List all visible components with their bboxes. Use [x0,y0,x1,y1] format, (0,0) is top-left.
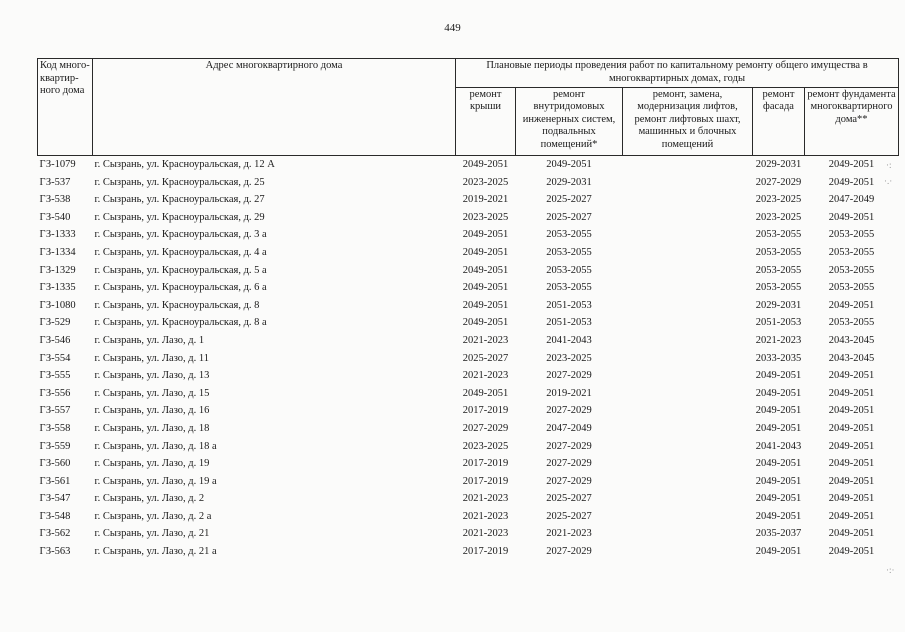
cell-roof: 2049-2051 [462,317,509,329]
header-code: Код много-квартир-ного дома [38,59,93,156]
cell-foundation: 2049-2051 [828,370,875,382]
cell-code: ГЗ-1080 [39,299,76,311]
cell-code: ГЗ-529 [39,317,71,329]
table-row [38,244,899,262]
cell-roof: 2049-2051 [462,246,509,258]
cell-foundation: 2049-2051 [828,211,875,223]
cell-facade: 2049-2051 [755,422,802,434]
scan-speck: ·.· [884,176,893,186]
cell-code: ГЗ-558 [39,422,71,434]
table-row [38,420,899,438]
table-row [38,191,899,209]
cell-facade: 2023-2025 [755,211,802,223]
header-systems: ремонт внутридомовых инженерных систем, подвальных помещений* [516,87,623,155]
cell-elevators [623,508,753,526]
cell-elevators [623,473,753,491]
table-row [38,226,899,244]
cell-elevators [623,455,753,473]
cell-elevators [623,402,753,420]
cell-foundation: 2043-2045 [828,352,875,364]
cell-roof: 2049-2051 [462,229,509,241]
cell-elevators [623,490,753,508]
cell-facade: 2041-2043 [755,440,802,452]
cell-address: г. Сызрань, ул. Лазо, д. 2 а [94,510,212,522]
header-elevators: ремонт, замена, модернизация лифтов, ремонт лифтовых шахт, машинных и блочных помещений [623,87,753,155]
cell-systems: 2019-2021 [546,387,592,399]
cell-elevators [623,297,753,315]
cell-systems: 2023-2025 [546,352,592,364]
cell-code: ГЗ-1335 [39,282,76,294]
cell-code: ГЗ-1079 [39,159,76,170]
cell-facade: 2035-2037 [755,528,802,540]
cell-elevators [623,174,753,192]
cell-address: г. Сызрань, ул. Красноуральская, д. 3 а [94,229,267,241]
scan-speck: ·:· [886,565,895,575]
cell-roof: 2027-2029 [462,422,509,434]
cell-facade: 2049-2051 [755,370,802,382]
cell-address: г. Сызрань, ул. Лазо, д. 21 а [94,546,217,558]
cell-facade: 2049-2051 [755,493,802,505]
cell-roof: 2021-2023 [462,334,509,346]
cell-address: г. Сызрань, ул. Лазо, д. 18 а [94,440,217,452]
cell-foundation: 2053-2055 [828,246,875,258]
cell-roof: 2049-2051 [462,264,509,276]
table-row [38,473,899,491]
cell-roof: 2017-2019 [462,405,509,417]
cell-roof: 2025-2027 [462,352,509,364]
cell-facade: 2049-2051 [755,475,802,487]
cell-code: ГЗ-546 [39,334,71,346]
cell-address: г. Сызрань, ул. Красноуральская, д. 4 а [94,246,267,258]
cell-code: ГЗ-557 [39,405,71,417]
cell-systems: 2053-2055 [546,229,592,241]
cell-systems: 2053-2055 [546,264,592,276]
cell-address: г. Сызрань, ул. Лазо, д. 21 [94,528,210,540]
cell-foundation: 2049-2051 [828,475,875,487]
cell-foundation: 2049-2051 [828,299,875,311]
cell-systems: 2029-2031 [546,176,592,188]
scan-speck: ·: [886,160,892,170]
cell-foundation: 2049-2051 [828,493,875,505]
cell-foundation: 2049-2051 [828,510,875,522]
cell-systems: 2051-2053 [546,299,592,311]
cell-code: ГЗ-540 [39,211,71,223]
table-row [38,314,899,332]
cell-facade: 2053-2055 [755,246,802,258]
cell-systems: 2027-2029 [546,458,592,470]
cell-elevators [623,262,753,280]
cell-foundation: 2049-2051 [828,405,875,417]
cell-address: г. Сызрань, ул. Красноуральская, д. 12 А [94,159,275,170]
table-row [38,385,899,403]
cell-roof: 2017-2019 [462,475,509,487]
cell-systems: 2025-2027 [546,493,592,505]
cell-foundation: 2049-2051 [828,440,875,452]
cell-elevators [623,438,753,456]
cell-elevators [623,226,753,244]
table-row [38,525,899,543]
table-row [38,490,899,508]
cell-systems: 2027-2029 [546,440,592,452]
table-row [38,402,899,420]
table-row [38,174,899,192]
cell-facade: 2027-2029 [755,176,802,188]
cell-address: г. Сызрань, ул. Лазо, д. 11 [94,352,209,364]
cell-facade: 2049-2051 [755,405,802,417]
cell-foundation: 2049-2051 [828,458,875,470]
cell-elevators [623,244,753,262]
cell-systems: 2047-2049 [546,422,592,434]
cell-address: г. Сызрань, ул. Красноуральская, д. 6 а [94,282,267,294]
cell-address: г. Сызрань, ул. Лазо, д. 18 [94,422,210,434]
cell-code: ГЗ-537 [39,176,71,188]
table-row [38,508,899,526]
table-row [38,455,899,473]
cell-elevators [623,385,753,403]
header-facade: ремонт фасада [753,87,805,155]
cell-address: г. Сызрань, ул. Лазо, д. 15 [94,387,210,399]
cell-foundation: 2049-2051 [828,387,875,399]
cell-facade: 2053-2055 [755,282,802,294]
cell-address: г. Сызрань, ул. Красноуральская, д. 5 а [94,264,267,276]
cell-code: ГЗ-563 [39,546,71,558]
cell-address: г. Сызрань, ул. Красноуральская, д. 8 а [94,317,267,329]
cell-address: г. Сызрань, ул. Лазо, д. 19 а [94,475,217,487]
table-row [38,350,899,368]
cell-systems: 2025-2027 [546,194,592,206]
cell-foundation: 2047-2049 [828,194,875,206]
cell-code: ГЗ-559 [39,440,71,452]
cell-elevators [623,367,753,385]
table-row [38,279,899,297]
header-address: Адрес многоквартирного дома [93,59,456,156]
cell-address: г. Сызрань, ул. Лазо, д. 19 [94,458,210,470]
cell-systems: 2027-2029 [546,370,592,382]
cell-roof: 2021-2023 [462,370,509,382]
cell-roof: 2021-2023 [462,510,509,522]
cell-systems: 2027-2029 [546,546,592,558]
cell-foundation: 2043-2045 [828,334,875,346]
cell-elevators [623,191,753,209]
cell-foundation: 2049-2051 [828,159,875,170]
cell-roof: 2017-2019 [462,458,509,470]
cell-facade: 2049-2051 [755,510,802,522]
header-foundation: ремонт фундамента многоквартирного дома** [805,87,899,155]
page-number: 449 [444,22,461,34]
cell-systems: 2041-2043 [546,334,592,346]
table-row [38,209,899,227]
cell-roof: 2019-2021 [462,194,509,206]
header-periods: Плановые периоды проведения работ по капитальному ремонту общего имущества в многоквартирных домах, годы [456,59,899,88]
cell-systems: 2025-2027 [546,510,592,522]
cell-address: г. Сызрань, ул. Лазо, д. 2 [94,493,205,505]
cell-code: ГЗ-554 [39,352,71,364]
cell-elevators [623,314,753,332]
cell-foundation: 2049-2051 [828,546,875,558]
cell-systems: 2053-2055 [546,246,592,258]
cell-systems: 2027-2029 [546,405,592,417]
cell-code: ГЗ-548 [39,510,71,522]
capital-repair-table [37,58,899,561]
cell-facade: 2051-2053 [755,317,802,329]
cell-systems: 2053-2055 [546,282,592,294]
cell-code: ГЗ-538 [39,194,71,206]
cell-foundation: 2049-2051 [828,422,875,434]
cell-roof: 2049-2051 [462,282,509,294]
cell-facade: 2049-2051 [755,387,802,399]
cell-roof: 2023-2025 [462,440,509,452]
cell-code: ГЗ-555 [39,370,71,382]
cell-roof: 2049-2051 [462,387,509,399]
cell-code: ГЗ-1329 [39,264,76,276]
table-row [38,543,899,561]
table-row [38,332,899,350]
cell-systems: 2021-2023 [546,528,592,540]
cell-foundation: 2049-2051 [828,528,875,540]
cell-facade: 2049-2051 [755,546,802,558]
cell-systems: 2051-2053 [546,317,592,329]
cell-facade: 2023-2025 [755,194,802,206]
cell-foundation: 2049-2051 [828,176,875,188]
cell-address: г. Сызрань, ул. Лазо, д. 1 [94,334,205,346]
cell-facade: 2053-2055 [755,264,802,276]
cell-elevators [623,543,753,561]
cell-systems: 2025-2027 [546,211,592,223]
header-roof: ремонт крыши [456,87,516,155]
cell-systems: 2049-2051 [546,159,592,170]
cell-facade: 2029-2031 [755,159,802,170]
cell-elevators [623,156,753,174]
table-row [38,262,899,280]
cell-roof: 2023-2025 [462,211,509,223]
cell-elevators [623,350,753,368]
cell-roof: 2021-2023 [462,493,509,505]
cell-facade: 2021-2023 [755,334,802,346]
cell-code: ГЗ-561 [39,475,71,487]
table-row [38,367,899,385]
cell-address: г. Сызрань, ул. Лазо, д. 16 [94,405,210,417]
cell-roof: 2049-2051 [462,159,509,170]
cell-elevators [623,279,753,297]
cell-code: ГЗ-547 [39,493,71,505]
cell-address: г. Сызрань, ул. Красноуральская, д. 25 [94,176,265,188]
table-row [38,438,899,456]
cell-address: г. Сызрань, ул. Красноуральская, д. 29 [94,211,265,223]
cell-foundation: 2053-2055 [828,264,875,276]
cell-foundation: 2053-2055 [828,282,875,294]
cell-foundation: 2053-2055 [828,229,875,241]
table-row [38,156,899,174]
cell-facade: 2049-2051 [755,458,802,470]
cell-facade: 2029-2031 [755,299,802,311]
cell-facade: 2033-2035 [755,352,802,364]
cell-address: г. Сызрань, ул. Лазо, д. 13 [94,370,210,382]
cell-systems: 2027-2029 [546,475,592,487]
table-body [38,156,899,561]
cell-elevators [623,209,753,227]
cell-code: ГЗ-560 [39,458,71,470]
cell-code: ГЗ-556 [39,387,71,399]
cell-foundation: 2053-2055 [828,317,875,329]
cell-roof: 2021-2023 [462,528,509,540]
cell-address: г. Сызрань, ул. Красноуральская, д. 27 [94,194,265,206]
cell-elevators [623,332,753,350]
cell-code: ГЗ-562 [39,528,71,540]
cell-code: ГЗ-1333 [39,229,76,241]
cell-facade: 2053-2055 [755,229,802,241]
cell-roof: 2017-2019 [462,546,509,558]
cell-roof: 2023-2025 [462,176,509,188]
cell-roof: 2049-2051 [462,299,509,311]
cell-elevators [623,420,753,438]
cell-code: ГЗ-1334 [39,246,76,258]
cell-address: г. Сызрань, ул. Красноуральская, д. 8 [94,299,260,311]
table-row [38,297,899,315]
cell-elevators [623,525,753,543]
